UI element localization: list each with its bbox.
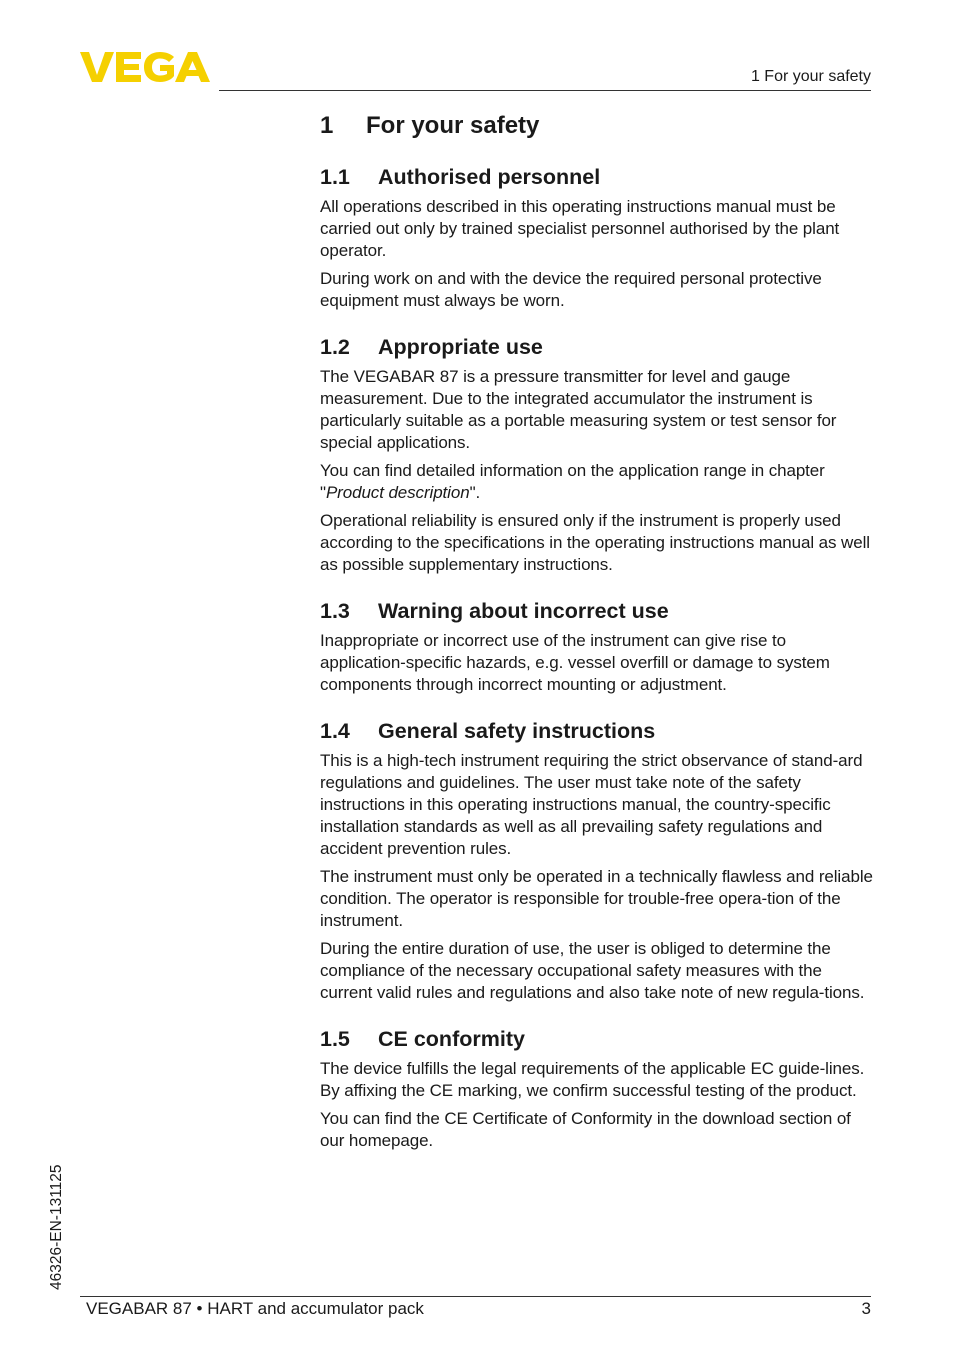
paragraph: Operational reliability is ensured only if the instrument is properly used according to the specifications in the operating instructions manual as well as possible supplementary instructions. <box>320 511 870 574</box>
chapter-reference: Product description <box>325 483 470 502</box>
section-title: General safety instructions <box>378 719 656 743</box>
header-rule <box>219 90 871 91</box>
section-number: 1.5 <box>320 1027 350 1051</box>
section-appropriate-use <box>320 332 876 576</box>
section-title: Appropriate use <box>378 335 543 359</box>
section-general-safety <box>320 716 876 1004</box>
section-warning-incorrect-use <box>320 596 876 696</box>
paragraph: During the entire duration of use, the user is obliged to determine the compliance of the necessary occupational safety measures with the current valid rules and regulations and also take note of new regula-tions. <box>320 939 865 1002</box>
section-title: CE conformity <box>378 1027 525 1051</box>
paragraph: All operations described in this operating instructions manual must be carried out only by trained specialist personnel authorised by the plant operator. <box>320 197 840 260</box>
footer-product: VEGABAR 87 • HART and accumulator pack <box>86 1299 424 1318</box>
section-ce-conformity <box>320 1024 876 1152</box>
paragraph: The device fulfills the legal requirements of the applicable EC guide-lines. By affixing the CE marking, we confirm successful testing of the product. <box>320 1059 865 1100</box>
section-heading <box>320 332 876 362</box>
paragraph: The instrument must only be operated in a technically flawless and reliable condition. The operator is responsible for trouble-free opera-tion of the instrument. <box>320 867 873 930</box>
paragraph: The VEGABAR 87 is a pressure transmitter for level and gauge measurement. Due to the integrated accumulator the instrument is particularly suitable as a portable measuring system or test sensor for special applications. <box>320 367 837 452</box>
vega-logo <box>80 50 212 84</box>
chapter-number: 1 <box>320 112 334 139</box>
paragraph: During work on and with the device the required personal protective equipment must always be worn. <box>320 269 822 310</box>
section-number: 1.1 <box>320 165 350 189</box>
section-number: 1.2 <box>320 335 350 359</box>
paragraph: You can find detailed information on the application range in chapter "Product description". <box>320 461 825 502</box>
paragraph: This is a high-tech instrument requiring the strict observance of stand-ard regulations and guidelines. The user must take note of the safety instructions in this operating instructions manual, the country-specific installation standards as well as all prevailing safety regulations and accident prevention rules. <box>320 751 863 858</box>
section-number: 1.4 <box>320 719 350 743</box>
section-title: Warning about incorrect use <box>378 599 669 623</box>
section-heading <box>320 162 876 192</box>
page-content <box>320 108 876 1172</box>
document-code: 46326-EN-131125 <box>48 1164 65 1290</box>
header-section-label: 1 For your safety <box>750 68 871 85</box>
section-heading <box>320 596 876 626</box>
section-authorised-personnel <box>320 162 876 312</box>
paragraph: You can find the CE Certificate of Conformity in the download section of our homepage. <box>320 1109 851 1150</box>
section-heading <box>320 1024 876 1054</box>
chapter-title-text: For your safety <box>366 112 540 139</box>
footer-rule <box>80 1296 871 1297</box>
paragraph: Inappropriate or incorrect use of the instrument can give rise to application-specific hazards, e.g. vessel overfill or damage to system components through incorrect mounting or adjustment. <box>320 631 830 694</box>
section-title: Authorised personnel <box>378 165 601 189</box>
section-heading <box>320 716 876 746</box>
page-number: 3 <box>861 1299 871 1318</box>
paragraph-text: You can find detailed information on the application range in chapter <box>320 461 825 480</box>
chapter-title <box>320 108 876 144</box>
section-number: 1.3 <box>320 599 350 623</box>
